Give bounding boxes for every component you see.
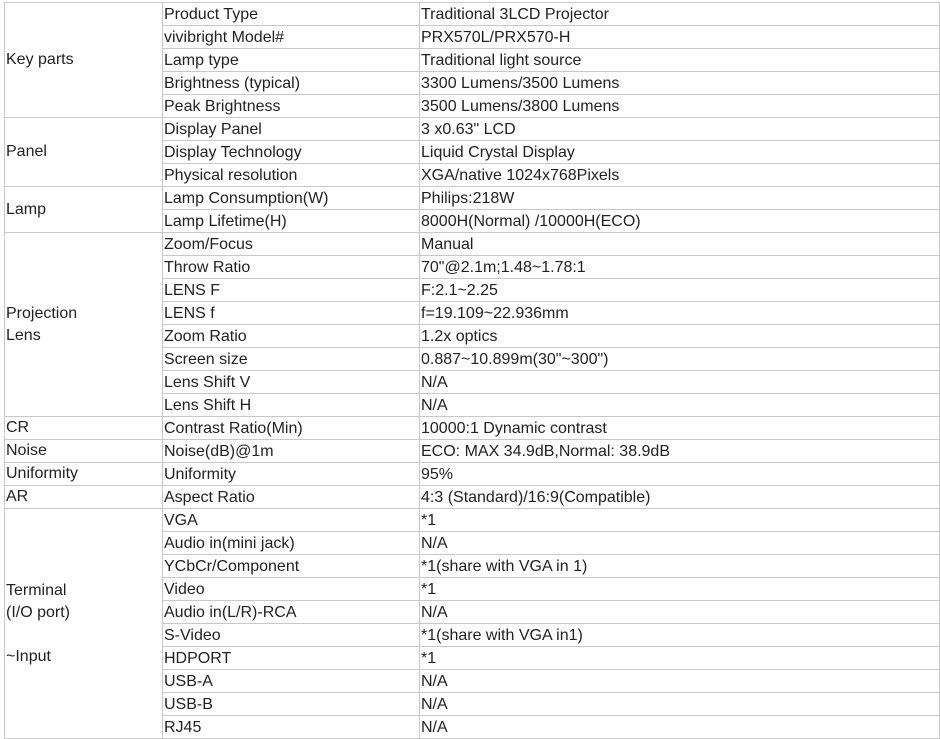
spec-label: Audio in(L/R)-RCA [163,601,420,624]
category-label-line: Terminal [6,581,67,599]
spec-value: 10000:1 Dynamic contrast [420,417,940,440]
spec-label: Display Technology [163,141,420,164]
spec-value: F:2.1~2.25 [420,279,940,302]
spec-label: YCbCr/Component [163,555,420,578]
spec-label: Uniformity [163,463,420,486]
spec-value: N/A [420,693,940,716]
spec-value: f=19.109~22.936mm [420,302,940,325]
spec-label: Brightness (typical) [163,72,420,95]
spec-row [5,118,940,141]
spec-value: *1(share with VGA in1) [420,624,940,647]
spec-label: Zoom Ratio [163,325,420,348]
spec-label: VGA [163,509,420,532]
spec-value: *1 [420,647,940,670]
category-label-line: Lens [6,326,41,344]
spec-value: N/A [420,601,940,624]
spec-label: Screen size [163,348,420,371]
spec-value: 0.887~10.899m(30"~300") [420,348,940,371]
category-label-line: Noise [6,442,47,459]
spec-row [5,187,940,210]
spec-label: LENS F [163,279,420,302]
spec-value: 4:3 (Standard)/16:9(Compatible) [420,486,940,509]
category-cell [5,509,163,739]
spec-value: 70"@2.1m;1.48~1.78:1 [420,256,940,279]
category-cell [5,187,163,233]
spec-value: 1.2x optics [420,325,940,348]
category-label-line: Projection [6,304,78,322]
category-label-line: AR [6,488,29,505]
spec-label: Lens Shift H [163,394,420,417]
spec-label: Zoom/Focus [163,233,420,256]
spec-label: Lamp Lifetime(H) [163,210,420,233]
spec-label: Audio in(mini jack) [163,532,420,555]
spec-label: Lens Shift V [163,371,420,394]
spec-table [4,2,940,739]
spec-label: RJ45 [163,716,420,739]
spec-row [5,440,940,463]
spec-value: 3300 Lumens/3500 Lumens [420,72,940,95]
spec-value: *1 [420,578,940,601]
spec-row [5,463,940,486]
spec-value: 3 x0.63" LCD [420,118,940,141]
spec-label: Physical resolution [163,164,420,187]
spec-table-body [5,3,940,739]
category-label-line: (I/O port) [6,603,71,621]
spec-value: N/A [420,532,940,555]
category-cell [5,440,163,463]
spec-value: N/A [420,670,940,693]
spec-value: *1(share with VGA in 1) [420,555,940,578]
spec-value: N/A [420,716,940,739]
spec-value: *1 [420,509,940,532]
spec-value: Liquid Crystal Display [420,141,940,164]
spec-label: Lamp type [163,49,420,72]
category-label-line: Key parts [6,51,74,68]
spec-label: Lamp Consumption(W) [163,187,420,210]
spec-value: N/A [420,371,940,394]
spec-row [5,3,940,26]
category-label-line [6,624,161,646]
spec-value: Manual [420,233,940,256]
spec-value: 95% [420,463,940,486]
spec-value: PRX570L/PRX570-H [420,26,940,49]
spec-value: N/A [420,394,940,417]
spec-label: Contrast Ratio(Min) [163,417,420,440]
spec-label: HDPORT [163,647,420,670]
category-cell [5,3,163,118]
spec-value: Traditional light source [420,49,940,72]
spec-value: Philips:218W [420,187,940,210]
spec-row [5,417,940,440]
category-cell [5,463,163,486]
spec-label: Noise(dB)@1m [163,440,420,463]
spec-value: Traditional 3LCD Projector [420,3,940,26]
category-label-line: ~Input [6,647,51,665]
category-cell [5,118,163,187]
spec-value: ECO: MAX 34.9dB,Normal: 38.9dB [420,440,940,463]
spec-value: XGA/native 1024x768Pixels [420,164,940,187]
category-label-line: Lamp [6,200,47,218]
spec-value: 8000H(Normal) /10000H(ECO) [420,210,940,233]
category-label-line: Uniformity [6,465,79,482]
spec-label: USB-A [163,670,420,693]
spec-label: Aspect Ratio [163,486,420,509]
spec-label: USB-B [163,693,420,716]
category-cell [5,233,163,417]
spec-label: S-Video [163,624,420,647]
category-label-line: Panel [6,143,47,160]
spec-label: Throw Ratio [163,256,420,279]
spec-row [5,486,940,509]
spec-value: 3500 Lumens/3800 Lumens [420,95,940,118]
spec-label: vivibright Model# [163,26,420,49]
category-label-line: CR [6,419,30,436]
spec-label: Video [163,578,420,601]
spec-label: Peak Brightness [163,95,420,118]
category-cell [5,417,163,440]
spec-label: Product Type [163,3,420,26]
category-cell [5,486,163,509]
spec-row [5,509,940,532]
spec-label: LENS f [163,302,420,325]
spec-label: Display Panel [163,118,420,141]
spec-row [5,233,940,256]
